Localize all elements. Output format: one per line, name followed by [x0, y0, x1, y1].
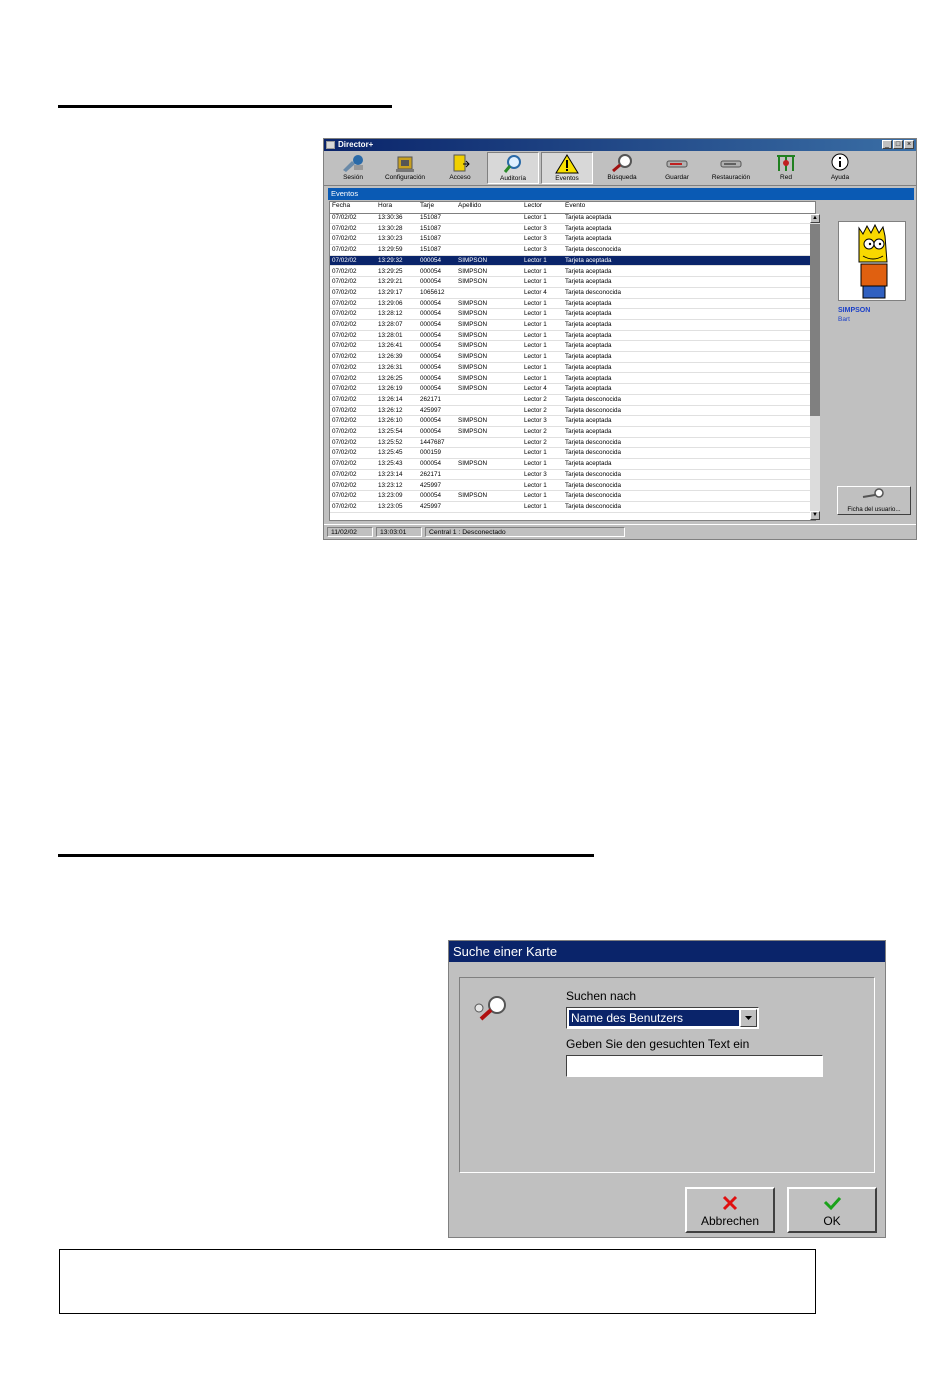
cell-event: Tarjeta desconocida [565, 288, 622, 296]
toolbar-button-access[interactable] [434, 152, 486, 184]
table-row[interactable] [330, 256, 815, 267]
cell-date: 07/02/02 [332, 460, 357, 468]
toolbar [324, 151, 916, 186]
cell-date: 07/02/02 [332, 267, 357, 275]
note-box [59, 1249, 816, 1314]
ok-button-label: OK [823, 1214, 841, 1228]
cell-surname: SIMPSON [458, 278, 488, 286]
events-header: Eventos [328, 188, 914, 200]
cell-reader: Lector 4 [524, 385, 547, 393]
table-row[interactable] [330, 320, 815, 331]
cell-event: Tarjeta aceptada [565, 278, 612, 286]
scroll-down-button[interactable]: ▼ [810, 511, 820, 520]
cell-date: 07/02/02 [332, 321, 357, 328]
table-row[interactable] [330, 224, 815, 235]
info-icon [827, 153, 853, 173]
cell-date: 07/02/02 [332, 438, 357, 446]
cell-card: 000054 [420, 374, 442, 382]
search-by-label: Suchen nach [566, 989, 637, 1003]
search-by-dropdown[interactable] [566, 1007, 759, 1029]
table-row[interactable] [330, 470, 815, 481]
cell-event: Tarjeta aceptada [565, 299, 612, 307]
cell-time: 13:26:14 [378, 395, 403, 403]
status-bar [324, 524, 916, 539]
cell-date: 07/02/02 [332, 395, 357, 403]
cell-surname: SIMPSON [458, 374, 488, 382]
cancel-button-label: Abbrechen [700, 1214, 760, 1228]
cell-card: 000054 [420, 492, 442, 500]
cell-surname: SIMPSON [458, 353, 488, 361]
cell-date: 07/02/02 [332, 417, 357, 425]
cell-reader: Lector 1 [524, 374, 547, 382]
toolbar-button-audit[interactable] [487, 152, 539, 184]
cell-time: 13:28:12 [378, 310, 403, 318]
user-photo [838, 221, 906, 301]
cell-reader: Lector 1 [524, 299, 547, 307]
cell-event: Tarjeta aceptada [565, 385, 612, 393]
access-icon [447, 153, 473, 173]
cell-event: Tarjeta aceptada [565, 374, 612, 382]
toolbar-label: Ayuda [830, 174, 850, 181]
column-header-reader[interactable]: Lector [524, 202, 543, 209]
cell-date: 07/02/02 [332, 502, 357, 510]
toolbar-label: Acceso [449, 174, 471, 181]
cell-event: Tarjeta aceptada [565, 363, 612, 371]
cell-date: 07/02/02 [332, 428, 357, 435]
cell-time: 13:23:05 [378, 502, 403, 510]
cell-event: Tarjeta desconocida [565, 395, 622, 403]
table-row[interactable] [330, 277, 815, 288]
cell-date: 07/02/02 [332, 224, 357, 232]
close-icon [720, 1193, 740, 1213]
cell-reader: Lector 1 [524, 492, 547, 500]
vertical-scrollbar[interactable] [810, 214, 820, 520]
cell-event: Tarjeta desconocida [565, 406, 622, 414]
magnifier-key-icon [609, 153, 635, 173]
restore-icon [718, 153, 744, 173]
user-firstname: Bart [838, 316, 850, 323]
cell-time: 13:25:43 [378, 460, 403, 468]
search-card-dialog [448, 940, 886, 1238]
configuration-icon [392, 153, 418, 173]
cell-date: 07/02/02 [332, 374, 357, 382]
cell-date: 07/02/02 [332, 235, 357, 243]
cell-reader: Lector 2 [524, 406, 547, 414]
cell-surname: SIMPSON [458, 256, 488, 264]
cell-reader: Lector 1 [524, 321, 547, 328]
session-icon [340, 153, 366, 173]
cell-reader: Lector 1 [524, 214, 547, 221]
cell-time: 13:26:41 [378, 342, 403, 350]
toolbar-label: Guardar [665, 174, 689, 181]
cell-surname: SIMPSON [458, 331, 488, 339]
table-row[interactable] [330, 448, 815, 459]
save-icon [664, 153, 690, 173]
cell-reader: Lector 2 [524, 438, 547, 446]
cell-event: Tarjeta desconocida [565, 481, 622, 489]
cell-reader: Lector 3 [524, 470, 547, 478]
cell-reader: Lector 1 [524, 310, 547, 318]
audit-icon [500, 154, 526, 174]
cell-date: 07/02/02 [332, 288, 357, 296]
cell-reader: Lector 1 [524, 353, 547, 361]
cell-event: Tarjeta aceptada [565, 267, 612, 275]
cell-card: 000159 [420, 449, 442, 457]
cell-reader: Lector 2 [524, 428, 547, 435]
cell-time: 13:28:07 [378, 321, 403, 328]
user-card-button-label: Ficha del usuario... [847, 506, 901, 513]
table-row[interactable] [330, 406, 815, 417]
cell-card: 000054 [420, 321, 442, 328]
title-bar [324, 139, 916, 151]
cell-card: 425997 [420, 406, 442, 414]
cell-date: 07/02/02 [332, 214, 357, 221]
cell-reader: Lector 3 [524, 224, 547, 232]
table-row[interactable] [330, 427, 815, 438]
cell-card: 000054 [420, 460, 442, 468]
cell-date: 07/02/02 [332, 385, 357, 393]
table-row[interactable] [330, 459, 815, 470]
cell-time: 13:29:25 [378, 267, 403, 275]
cell-reader: Lector 1 [524, 460, 547, 468]
cell-time: 13:25:45 [378, 449, 403, 457]
table-row[interactable] [330, 299, 815, 310]
cell-date: 07/02/02 [332, 492, 357, 500]
cell-time: 13:26:31 [378, 363, 403, 371]
scroll-up-button[interactable]: ▲ [810, 214, 820, 223]
cell-surname: SIMPSON [458, 385, 488, 393]
status-connection: Central 1 : Desconectado [425, 527, 625, 537]
cell-card: 000054 [420, 385, 442, 393]
cell-reader: Lector 3 [524, 235, 547, 243]
cell-time: 13:26:25 [378, 374, 403, 382]
section-rule-middle [58, 854, 594, 857]
minimize-button[interactable]: _ [882, 140, 892, 149]
cell-event: Tarjeta aceptada [565, 310, 612, 318]
table-row[interactable] [330, 416, 815, 427]
cell-event: Tarjeta desconocida [565, 492, 622, 500]
cell-event: Tarjeta aceptada [565, 353, 612, 361]
column-header-card[interactable]: Tarje [420, 202, 435, 209]
user-surname: SIMPSON [838, 307, 871, 314]
cell-surname: SIMPSON [458, 363, 488, 371]
close-button[interactable]: × [904, 140, 914, 149]
cell-card: 1447687 [420, 438, 445, 446]
toolbar-button-restore[interactable] [705, 152, 757, 184]
column-header-date[interactable]: Fecha [332, 202, 351, 209]
cell-event: Tarjeta desconocida [565, 449, 622, 457]
status-date: 11/02/02 [327, 527, 373, 537]
table-row[interactable] [330, 234, 815, 245]
dropdown-arrow-button[interactable] [740, 1009, 757, 1027]
status-time: 13:03:01 [376, 527, 422, 537]
cell-surname: SIMPSON [458, 321, 488, 328]
cell-time: 13:29:06 [378, 299, 403, 307]
cell-surname: SIMPSON [458, 492, 488, 500]
cell-card: 000054 [420, 299, 442, 307]
cell-date: 07/02/02 [332, 256, 357, 264]
cell-date: 07/02/02 [332, 331, 357, 339]
cell-date: 07/02/02 [332, 310, 357, 318]
table-row[interactable] [330, 341, 815, 352]
cell-card: 425997 [420, 502, 442, 510]
cell-event: Tarjeta aceptada [565, 342, 612, 350]
cell-time: 13:23:14 [378, 470, 403, 478]
column-header-time[interactable]: Hora [378, 202, 393, 209]
cell-surname: SIMPSON [458, 299, 488, 307]
search-by-value: Name des Benutzers [569, 1010, 739, 1026]
cell-card: 000054 [420, 331, 442, 339]
toolbar-button-configuration[interactable] [379, 152, 431, 184]
dialog-title: Suche einer Karte [449, 941, 885, 962]
cell-time: 13:29:21 [378, 278, 403, 286]
magnifier-key-icon [473, 993, 513, 1027]
cell-surname: SIMPSON [458, 267, 488, 275]
cell-reader: Lector 3 [524, 246, 547, 254]
user-card-button[interactable] [837, 486, 911, 515]
bart-portrait-image [839, 222, 905, 300]
warning-icon [554, 154, 580, 174]
cell-event: Tarjeta aceptada [565, 235, 612, 243]
cell-surname: SIMPSON [458, 310, 488, 318]
cell-event: Tarjeta aceptada [565, 256, 612, 264]
table-row[interactable] [330, 438, 815, 449]
window-title: Director+ [338, 140, 374, 149]
toolbar-label: Auditoría [499, 175, 527, 182]
cell-card: 151087 [420, 235, 442, 243]
cell-time: 13:26:19 [378, 385, 403, 393]
cell-reader: Lector 2 [524, 395, 547, 403]
cell-event: Tarjeta aceptada [565, 331, 612, 339]
cell-time: 13:29:17 [378, 288, 403, 296]
toolbar-button-save[interactable] [651, 152, 703, 184]
cell-event: Tarjeta aceptada [565, 428, 612, 435]
maximize-button[interactable]: □ [893, 140, 903, 149]
table-row[interactable] [330, 363, 815, 374]
network-icon [773, 153, 799, 173]
section-rule-top [58, 105, 392, 108]
cell-event: Tarjeta aceptada [565, 321, 612, 328]
toolbar-label: Red [780, 174, 792, 181]
table-row[interactable] [330, 267, 815, 278]
toolbar-label: Eventos [555, 175, 579, 182]
cell-event: Tarjeta aceptada [565, 417, 612, 425]
cell-time: 13:26:10 [378, 417, 403, 425]
search-text-input[interactable] [566, 1055, 823, 1077]
cell-reader: Lector 4 [524, 288, 547, 296]
cell-card: 151087 [420, 246, 442, 254]
cell-date: 07/02/02 [332, 449, 357, 457]
cell-reader: Lector 1 [524, 256, 547, 264]
cell-card: 000054 [420, 363, 442, 371]
cell-reader: Lector 1 [524, 502, 547, 510]
cell-time: 13:30:23 [378, 235, 403, 243]
cell-surname: SIMPSON [458, 460, 488, 468]
cell-date: 07/02/02 [332, 406, 357, 414]
check-icon [822, 1193, 842, 1213]
cell-card: 000054 [420, 417, 442, 425]
cell-event: Tarjeta aceptada [565, 224, 612, 232]
director-window [323, 138, 917, 540]
cell-surname: SIMPSON [458, 417, 488, 425]
cell-date: 07/02/02 [332, 246, 357, 254]
cell-card: 000054 [420, 353, 442, 361]
cell-card: 000054 [420, 267, 442, 275]
toolbar-button-search[interactable] [596, 152, 648, 184]
cell-card: 151087 [420, 224, 442, 232]
table-row[interactable] [330, 481, 815, 492]
cell-card: 262171 [420, 470, 442, 478]
cell-surname: SIMPSON [458, 342, 488, 350]
cell-date: 07/02/02 [332, 342, 357, 350]
toolbar-label: Sesión [343, 174, 363, 181]
cell-card: 000054 [420, 428, 442, 435]
cell-date: 07/02/02 [332, 470, 357, 478]
cell-time: 13:29:59 [378, 246, 403, 254]
scroll-thumb[interactable] [810, 224, 820, 416]
cell-event: Tarjeta aceptada [565, 214, 612, 221]
cell-card: 000054 [420, 256, 442, 264]
table-row[interactable] [330, 288, 815, 299]
toolbar-label: Restauración [711, 174, 751, 181]
cell-time: 13:29:32 [378, 256, 403, 264]
cell-card: 000054 [420, 310, 442, 318]
cell-event: Tarjeta desconocida [565, 438, 622, 446]
cell-reader: Lector 3 [524, 417, 547, 425]
cell-reader: Lector 1 [524, 363, 547, 371]
table-row[interactable] [330, 352, 815, 363]
table-row[interactable] [330, 374, 815, 385]
cell-date: 07/02/02 [332, 299, 357, 307]
cell-event: Tarjeta desconocida [565, 502, 622, 510]
table-row[interactable] [330, 384, 815, 395]
app-icon [326, 141, 335, 149]
search-text-label: Geben Sie den gesuchten Text ein [566, 1037, 750, 1051]
cell-card: 000054 [420, 342, 442, 350]
table-row[interactable] [330, 309, 815, 320]
toolbar-label: Configuración [384, 174, 426, 181]
toolbar-button-help[interactable] [814, 152, 866, 184]
cell-event: Tarjeta desconocida [565, 470, 622, 478]
cell-time: 13:23:12 [378, 481, 403, 489]
cell-surname: SIMPSON [458, 428, 488, 435]
table-row[interactable] [330, 395, 815, 406]
cell-date: 07/02/02 [332, 481, 357, 489]
toolbar-button-network[interactable] [760, 152, 812, 184]
events-table [329, 201, 816, 521]
cell-reader: Lector 1 [524, 481, 547, 489]
magnifier-key-icon [859, 487, 889, 501]
cell-reader: Lector 1 [524, 267, 547, 275]
cell-reader: Lector 1 [524, 449, 547, 457]
column-header-surname[interactable]: Apellido [458, 202, 482, 209]
ok-button[interactable] [787, 1187, 877, 1233]
table-row[interactable] [330, 213, 815, 224]
cell-card: 151087 [420, 214, 442, 221]
cell-reader: Lector 1 [524, 278, 547, 286]
column-header-event[interactable]: Evento [565, 202, 586, 209]
cell-card: 425997 [420, 481, 442, 489]
cell-time: 13:26:39 [378, 353, 403, 361]
cell-card: 1065612 [420, 288, 445, 296]
cell-card: 000054 [420, 278, 442, 286]
cell-event: Tarjeta aceptada [565, 460, 612, 468]
cell-reader: Lector 1 [524, 342, 547, 350]
cell-event: Tarjeta desconocida [565, 246, 622, 254]
cell-card: 262171 [420, 395, 442, 403]
table-row[interactable] [330, 331, 815, 342]
toolbar-button-events[interactable] [541, 152, 593, 184]
cell-time: 13:25:54 [378, 428, 403, 435]
cell-time: 13:25:52 [378, 438, 403, 446]
table-row[interactable] [330, 491, 815, 502]
toolbar-label: Búsqueda [607, 174, 637, 181]
cell-date: 07/02/02 [332, 363, 357, 371]
cell-time: 13:28:01 [378, 331, 403, 339]
cell-time: 13:26:12 [378, 406, 403, 414]
cell-time: 13:23:09 [378, 492, 403, 500]
cell-date: 07/02/02 [332, 353, 357, 361]
toolbar-button-session[interactable] [327, 152, 379, 184]
table-row[interactable] [330, 502, 815, 513]
cell-reader: Lector 1 [524, 331, 547, 339]
table-row[interactable] [330, 245, 815, 256]
cell-date: 07/02/02 [332, 278, 357, 286]
cancel-button[interactable] [685, 1187, 775, 1233]
chevron-down-icon [741, 1010, 756, 1026]
cell-time: 13:30:36 [378, 214, 403, 221]
cell-time: 13:30:28 [378, 224, 403, 232]
